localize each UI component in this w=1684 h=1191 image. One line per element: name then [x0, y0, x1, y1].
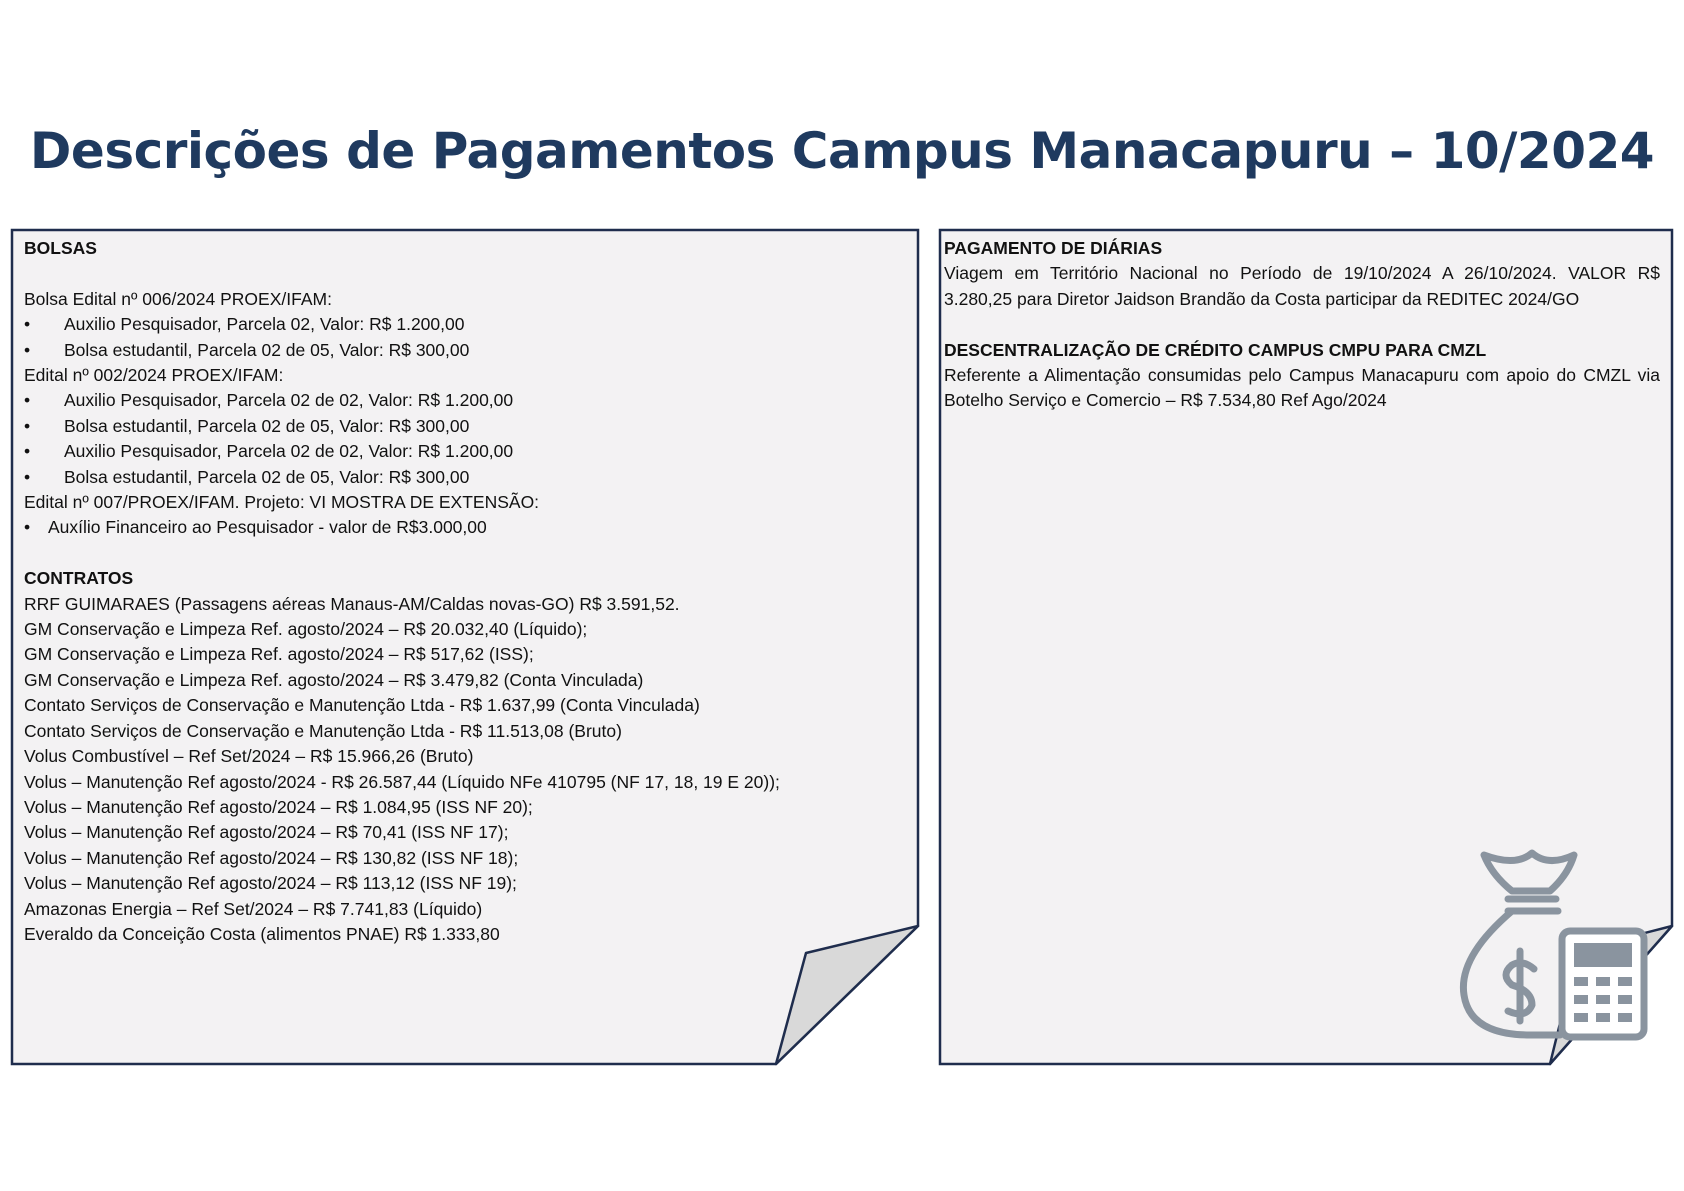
- diarias-heading: PAGAMENTO DE DIÁRIAS: [944, 238, 1163, 258]
- contract-line: GM Conservação e Limpeza Ref. agosto/2024 – R$ 20.032,40 (Líquido);: [24, 619, 588, 640]
- left-panel: [10, 228, 922, 1068]
- contract-line: Volus – Manutenção Ref agosto/2024 – R$ 70,41 (ISS NF 17);: [24, 822, 509, 843]
- list-item: • Bolsa estudantil, Parcela 02 de 05, Valor: R$ 300,00: [24, 415, 470, 436]
- bolsa-group-label: Bolsa Edital nº 006/2024 PROEX/IFAM:: [24, 288, 332, 309]
- contract-line: Volus – Manutenção Ref agosto/2024 – R$ 130,82 (ISS NF 18);: [24, 847, 519, 868]
- contract-line: Volus Combustível – Ref Set/2024 – R$ 15.966,26 (Bruto): [24, 746, 474, 767]
- right-panel-content: [944, 236, 1660, 414]
- list-item: • Auxilio Pesquisador, Parcela 02 de 02, Valor: R$ 1.200,00: [24, 390, 514, 411]
- descentralizacao-text: Referente a Alimentação consumidas pelo Campus Manacapuru com apoio do CMZL via Botelho Serviço e Comercio – R$ 7.534,80 Ref Ago/2024: [944, 365, 1660, 411]
- money-bag-calculator-icon: [1456, 845, 1656, 1045]
- contract-line: Everaldo da Conceição Costa (alimentos PNAE) R$ 1.333,80: [24, 923, 500, 944]
- contratos-heading: CONTRATOS: [24, 568, 134, 589]
- diarias-text: Viagem em Território Nacional no Período de 19/10/2024 A 26/10/2024. VALOR R$ 3.280,25 para Diretor Jaidson Brandão da Costa participar da REDITEC 2024/GO: [944, 263, 1660, 309]
- list-item: • Auxilio Pesquisador, Parcela 02 de 02, Valor: R$ 1.200,00: [24, 441, 514, 462]
- contract-line: Contato Serviços de Conservação e Manutenção Ltda - R$ 11.513,08 (Bruto): [24, 720, 622, 741]
- contract-line: Contato Serviços de Conservação e Manutenção Ltda - R$ 1.637,99 (Conta Vinculada): [24, 695, 700, 716]
- contract-line: GM Conservação e Limpeza Ref. agosto/2024 – R$ 3.479,82 (Conta Vinculada): [24, 669, 644, 690]
- list-item: • Auxílio Financeiro ao Pesquisador - valor de R$3.000,00: [24, 517, 487, 538]
- contract-line: Volus – Manutenção Ref agosto/2024 – R$ 1.084,95 (ISS NF 20);: [24, 796, 533, 817]
- contract-line: RRF GUIMARAES (Passagens aéreas Manaus-AM/Caldas novas-GO) R$ 3.591,52.: [24, 593, 680, 614]
- bolsa-group-label: Edital nº 007/PROEX/IFAM. Projeto: VI MOSTRA DE EXTENSÃO:: [24, 492, 540, 513]
- bolsas-heading: BOLSAS: [24, 238, 97, 258]
- contract-line: Amazonas Energia – Ref Set/2024 – R$ 7.741,83 (Líquido): [24, 898, 483, 919]
- list-item: • Bolsa estudantil, Parcela 02 de 05, Valor: R$ 300,00: [24, 466, 470, 487]
- contract-line: Volus – Manutenção Ref agosto/2024 - R$ 26.587,44 (Líquido NFe 410795 (NF 17, 18, 19 E 20));: [24, 771, 780, 792]
- contract-line: GM Conservação e Limpeza Ref. agosto/2024 – R$ 517,62 (ISS);: [24, 644, 534, 665]
- left-panel-content: [24, 236, 780, 947]
- list-item: • Auxilio Pesquisador, Parcela 02, Valor: R$ 1.200,00: [24, 314, 465, 335]
- contract-line: Volus – Manutenção Ref agosto/2024 – R$ 113,12 (ISS NF 19);: [24, 873, 517, 894]
- bolsa-group-label: Edital nº 002/2024 PROEX/IFAM:: [24, 365, 284, 386]
- descentralizacao-heading: DESCENTRALIZAÇÃO DE CRÉDITO CAMPUS CMPU PARA CMZL: [944, 339, 1487, 360]
- list-item: • Bolsa estudantil, Parcela 02 de 05, Valor: R$ 300,00: [24, 339, 470, 360]
- page-title: Descrições de Pagamentos Campus Manacapuru – 10/2024: [29, 122, 1655, 180]
